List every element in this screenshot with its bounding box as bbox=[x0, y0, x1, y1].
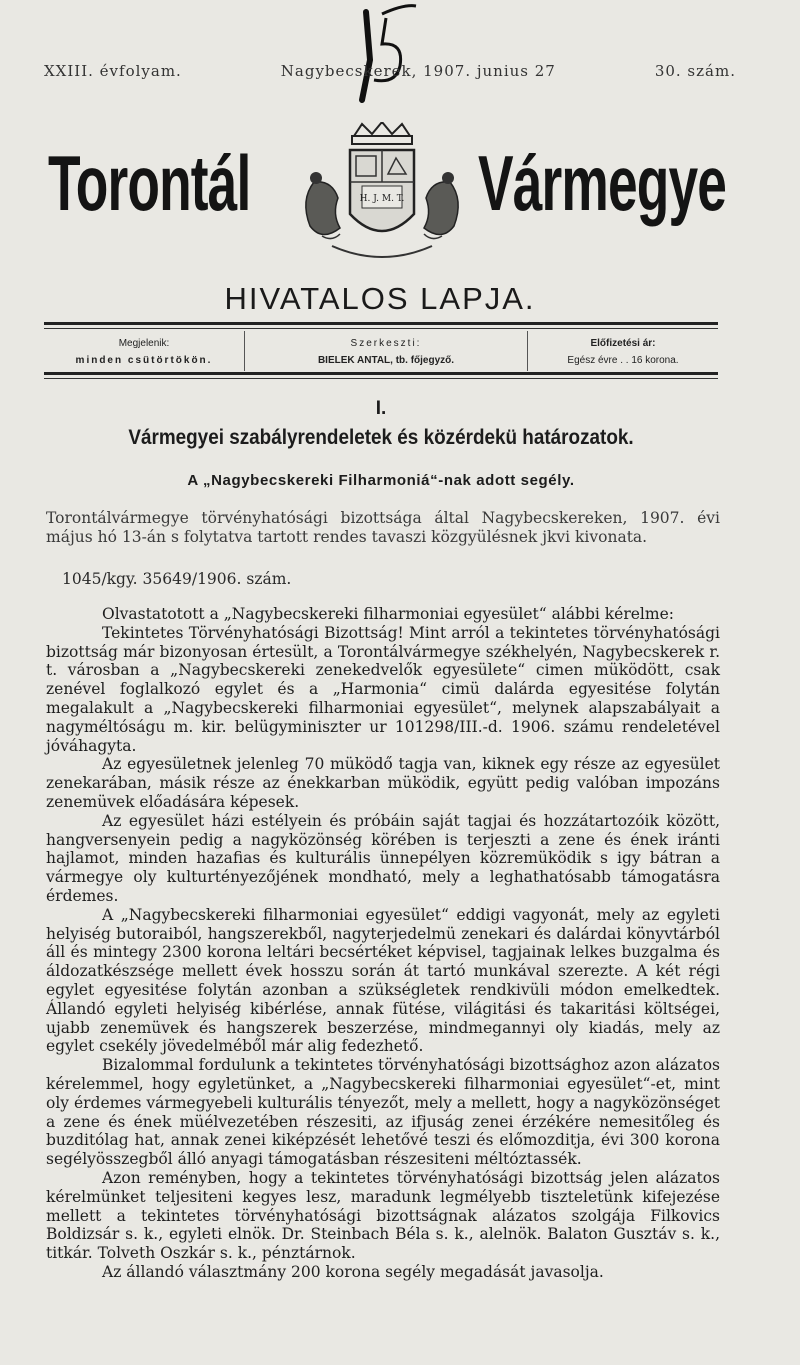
crest-label: H. J. M. T. bbox=[359, 194, 405, 204]
divider bbox=[44, 328, 718, 329]
price-value: Egész évre . . 16 korona. bbox=[567, 355, 679, 366]
article-body bbox=[46, 605, 720, 1282]
price-cell bbox=[527, 331, 718, 371]
editor-value: BIELEK ANTAL, tb. főjegyző. bbox=[317, 355, 455, 366]
paragraph: Az állandó választmány 200 korona segély megadását javasolja. bbox=[102, 1262, 604, 1281]
volume-label: XXIII. évfolyam. bbox=[44, 62, 182, 80]
publication-subtitle: HIVATALOS LAPJA. bbox=[224, 281, 536, 316]
handwritten-mark-icon bbox=[352, 0, 422, 110]
paragraph: Az egyesület házi estélyein és próbáin saját tagjai és hozzátartozóik között, hangversenyein pedig a nagyközönség körében is terjeszti a zene és ének iránti hajlamot, minden hazafias és kulturális ünnepélyen közremüködik s igy bátran a vármegye oly kulturtényezőjének mondható, mely a leghathatósabb támogatásra érdemes. bbox=[46, 811, 720, 905]
reference-number: 1045/kgy. 35649/1906. szám. bbox=[62, 570, 292, 588]
publication-info bbox=[44, 331, 718, 371]
article-intro: Torontálvármegye törvényhatósági bizottsága által Nagybecskereken, 1907. évi május hó 13-án s folytatva tartott rendes tavaszi közgyülésnek jkvi kivonata. bbox=[46, 509, 720, 546]
editor-cell bbox=[244, 331, 527, 371]
issue-number: 30. szám. bbox=[654, 62, 736, 80]
paragraph: Tekintetes Törvényhatósági Bizottság! Mint arról a tekintetes törvényhatósági bizottság már bizonyosan értesült, a Torontálvármegye székhelyén, Nagybecskerek r. t. városban a „Nagybecskereki zenekedvelők egyesülete“ cimen müködött, csak zenével foglalkozó egylet és a „Harmonia“ cimü dalárda egyesitése folytán megalakult a „Nagybecskereki filharmoniai egyesület“, melynek alapszabályait a nagyméltóságu m. kir. belügyminiszter ur 101298/III.-d. 1906. számu rendeletével jóváhagyta. bbox=[46, 623, 720, 755]
paragraph: Az egyesületnek jelenleg 70 müködő tagja van, kiknek egy része az egyesület zenekarában, másik része az énekkarban müködik, együtt pedig valóban impozáns zenemüvek előadására képesek. bbox=[46, 755, 720, 811]
paragraph: Bizalommal fordulunk a tekintetes törvényhatósági bizottsághoz azon alázatos kérelemmel, hogy egyletünket, a „Nagybecskereki filharmoniai egyesület“-et, mint oly érdemes vármegyebeli kulturális tényezőt, mely a mellett, hogy a nagyközönséget a zene és ének müélvezetében részesiti, az ifjuság zenei érzékére nemesitőleg és buzditólag hat, annak zenei kiképzését lehetővé teszi és előmozditja, évi 300 korona segélyösszegből álló anyagi támogatásban részesiteni méltóztassék. bbox=[46, 1056, 720, 1169]
paragraph: Azon reményben, hogy a tekintetes törvényhatósági bizottság jelen alázatos kérelmünket teljesiteni kegyes lesz, maradunk legmélyebb tiszteletünk kifejezése mellett a tekintetes törvényhatósági bizottságnak alázatos szolgája Filkovics Boldizsár s. k., egyleti elnök. Dr. Steinbach Béla s. k., alelnök. Balaton Gusztáv s. k., titkár. Tolveth Oszkár s. k., pénztárnok. bbox=[46, 1168, 720, 1263]
paragraph: Olvastatotott a „Nagybecskereki filharmoniai egyesület“ alábbi kérelme: bbox=[102, 605, 674, 623]
divider bbox=[44, 322, 718, 325]
appears-label: Megjelenik: bbox=[118, 338, 170, 349]
divider bbox=[44, 372, 718, 375]
paragraph: A „Nagybecskereki filharmoniai egyesület“ eddigi vagyonát, mely az egyleti helyiség butoraiból, hangszerekből, nagyterjedelmü zenekari és dalárdai könyvtárból áll és mintegy 2300 korona leltári becsértéket képvisel, tagjainak lelkes buzgalma és áldozatkészsége mellett évek hosszu során át tartó munkával szerezte. A két régi egylet egyesitése folytán azonban a szükségletek rendkivüli módon emelkedtek. Állandó egyleti helyiség kibérlése, annak fütése, világitási és takaritási költségei, ujabb zenemüvek és hangszerek beszerzése, mindmegannyi oly kiadás, mely az egylet csekély jövedelméből már alig fedezhető. bbox=[46, 905, 720, 1056]
appears-value: minden csütörtökön. bbox=[75, 355, 213, 366]
coat-of-arms-icon bbox=[292, 122, 472, 272]
section-number: I. bbox=[375, 398, 387, 419]
title-left: Torontál bbox=[48, 141, 251, 228]
place-date: Nagybecskerek, 1907. junius 27 bbox=[280, 62, 556, 80]
price-label: Előfizetési ár: bbox=[590, 338, 656, 349]
divider bbox=[44, 378, 718, 379]
article-subheading: A „Nagybecskereki Filharmoniá“-nak adott segély. bbox=[187, 472, 575, 489]
title-right: Vármegye bbox=[478, 141, 727, 228]
editor-label: Szerkeszti: bbox=[350, 338, 422, 349]
masthead bbox=[44, 122, 744, 272]
section-title: Vármegyei szabályrendeletek és közérdekü határozatok. bbox=[128, 426, 634, 449]
issue-header bbox=[44, 62, 736, 80]
appears-cell bbox=[44, 331, 244, 371]
